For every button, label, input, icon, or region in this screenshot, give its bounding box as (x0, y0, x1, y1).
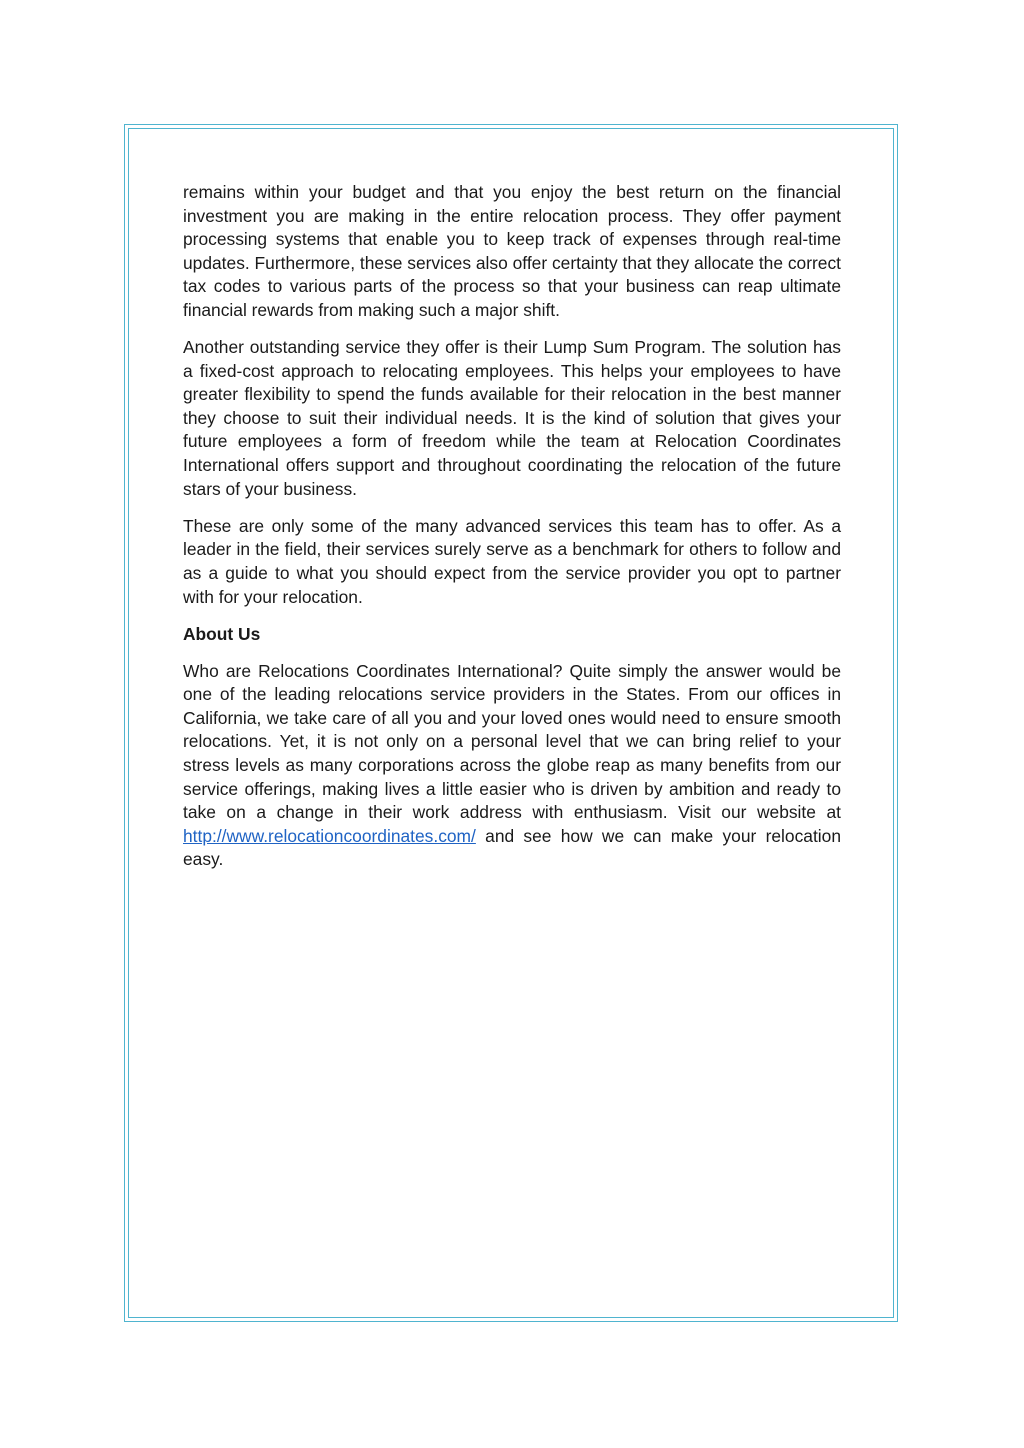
about-us-text: Who are Relocations Coordinates International? Quite simply the answer would be one of the leading relocations service providers in the States. From our offices in California, we take care of all you and your loved ones would need to ensure smooth relocations. Yet, it is not only on a personal level that we can bring relief to your stress levels as many corporations across the globe reap as many benefits from our service offerings, making lives a little easier who is driven by ambition and ready to take on a change in their work address with enthusiasm. Visit our website at (183, 660, 841, 823)
website-link[interactable]: http://www.relocationcoordinates.com/ (183, 825, 476, 846)
about-us-closing-text: and see how we can make your relocation easy. (183, 825, 841, 870)
about-us-heading: About Us (183, 623, 261, 644)
paragraph-about-us (183, 660, 841, 872)
document-body (183, 181, 841, 886)
paragraph-lump-sum: Another outstanding service they offer is their Lump Sum Program. The solution has a fixed-cost approach to relocating employees. This helps your employees to have greater flexibility to spend the funds available for their relocation in the best manner they choose to suit their individual needs. It is the kind of solution that gives your future employees a form of freedom while the team at Relocation Coordinates International offers support and throughout coordinating the relocation of the future stars of your business. (183, 337, 841, 499)
paragraph-budget: remains within your budget and that you enjoy the best return on the financial investment you are making in the entire relocation process. They offer payment processing systems that enable you to keep track of expenses through real-time updates. Furthermore, these services also offer certainty that they allocate the correct tax codes to various parts of the process so that your business can reap ultimate financial rewards from making such a major shift. (183, 182, 841, 320)
paragraph-advanced-services: These are only some of the many advanced services this team has to offer. As a leader in the field, their services surely serve as a benchmark for others to follow and as a guide to what you should expect from the service provider you opt to partner with for your relocation. (183, 515, 841, 607)
